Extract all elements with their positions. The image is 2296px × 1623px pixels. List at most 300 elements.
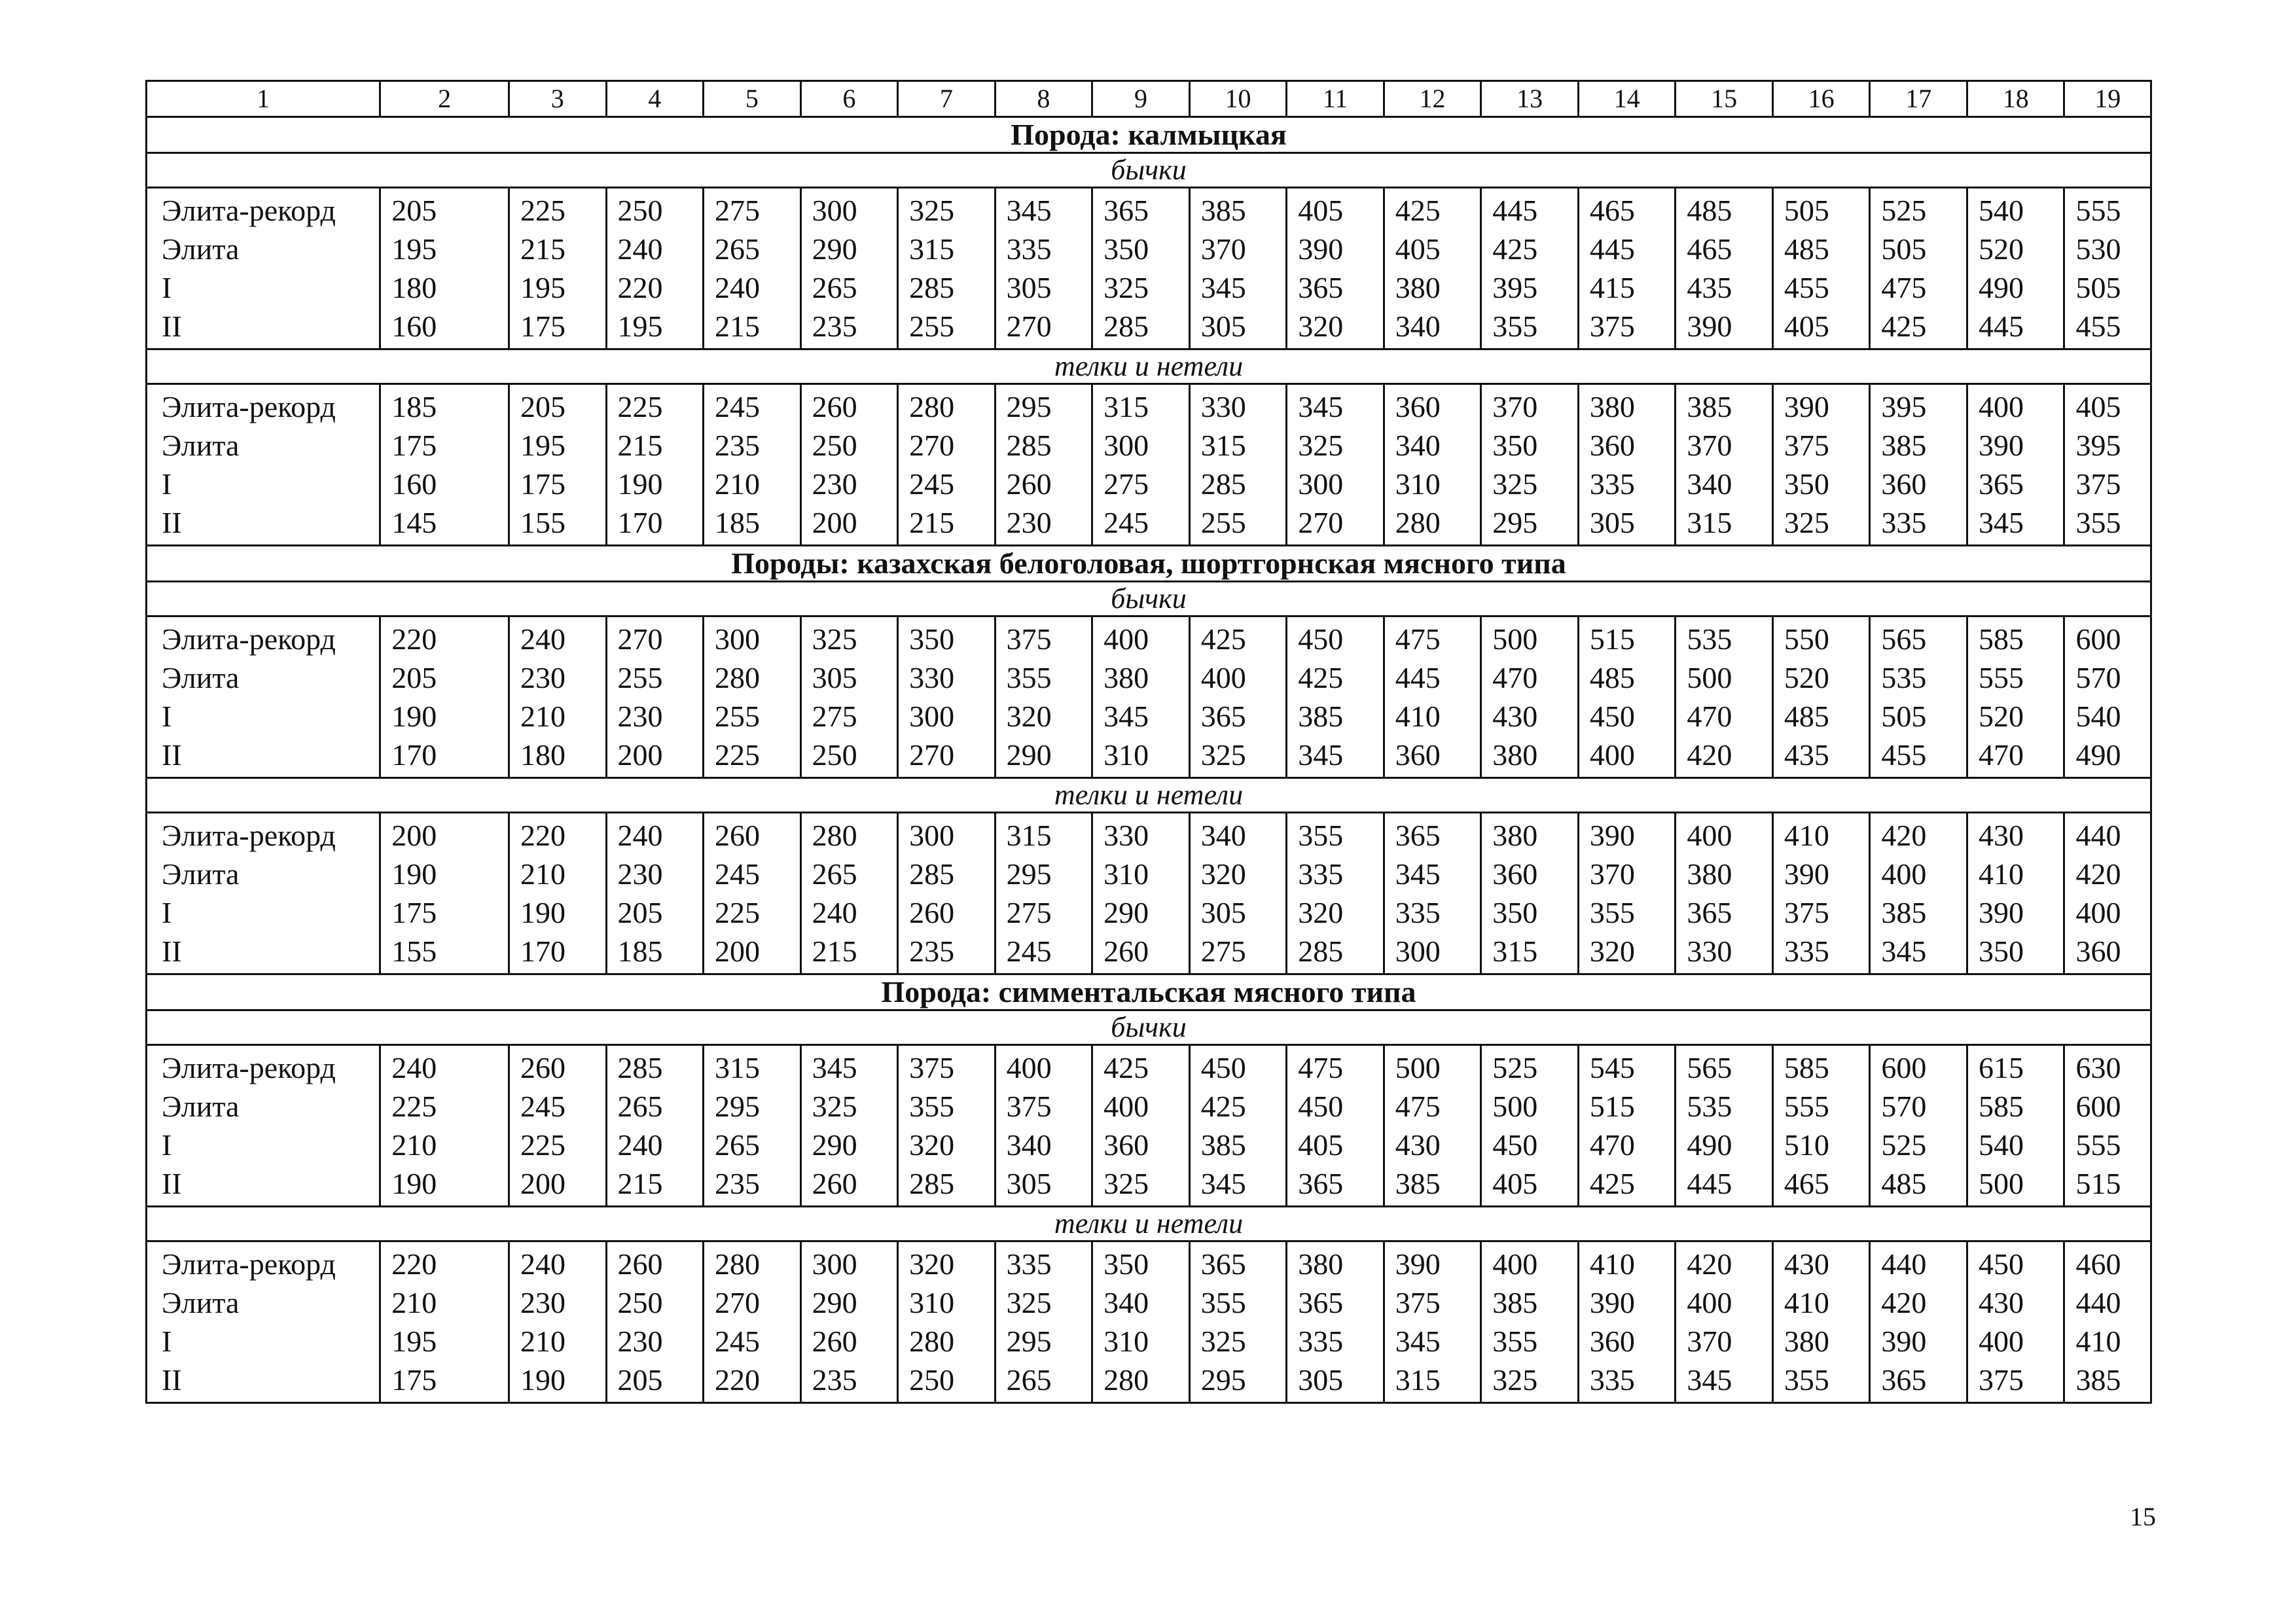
- value-cell: 275: [800, 697, 898, 736]
- class-label-cell: Элита-рекорд: [147, 1241, 380, 1284]
- value-cell: 470: [1967, 736, 2064, 778]
- value-cell: 470: [1578, 1126, 1676, 1164]
- value-cell: 305: [995, 268, 1092, 307]
- value-cell: 315: [1676, 503, 1773, 546]
- value-cell: 280: [1384, 503, 1481, 546]
- column-number-cell: 14: [1578, 81, 1676, 117]
- value-cell: 285: [898, 268, 996, 307]
- value-cell: 160: [380, 307, 509, 349]
- value-cell: 360: [2064, 932, 2151, 974]
- value-cell: 405: [1287, 1126, 1384, 1164]
- value-cell: 190: [380, 855, 509, 893]
- value-cell: 385: [1287, 697, 1384, 736]
- value-cell: 485: [1578, 658, 1676, 697]
- value-cell: 355: [1481, 307, 1579, 349]
- value-cell: 265: [800, 268, 898, 307]
- value-cell: 375: [898, 1045, 996, 1088]
- value-cell: 215: [606, 426, 704, 465]
- value-cell: 335: [1578, 465, 1676, 503]
- value-cell: 440: [2064, 1283, 2151, 1322]
- value-cell: 320: [898, 1126, 996, 1164]
- sex-group-heading-row: [147, 153, 2151, 188]
- value-cell: 175: [380, 893, 509, 932]
- value-cell: 230: [606, 1322, 704, 1361]
- value-cell: 230: [509, 658, 606, 697]
- value-cell: 505: [2064, 268, 2151, 307]
- value-cell: 245: [1092, 503, 1190, 546]
- sex-group-heading: телки и нетели: [147, 778, 2151, 813]
- value-cell: 410: [1578, 1241, 1676, 1284]
- value-cell: 305: [1189, 893, 1287, 932]
- value-cell: 395: [2064, 426, 2151, 465]
- value-cell: 350: [1481, 893, 1579, 932]
- value-cell: 325: [1772, 503, 1870, 546]
- value-cell: 475: [1384, 616, 1481, 659]
- value-cell: 340: [995, 1126, 1092, 1164]
- class-label-cell: I: [147, 1126, 380, 1164]
- class-label-cell: Элита: [147, 426, 380, 465]
- value-cell: 240: [704, 268, 801, 307]
- value-cell: 505: [1870, 697, 1967, 736]
- value-cell: 435: [1772, 736, 1870, 778]
- value-cell: 425: [1870, 307, 1967, 349]
- value-cell: 380: [1481, 813, 1579, 855]
- value-cell: 210: [380, 1126, 509, 1164]
- value-cell: 335: [1772, 932, 1870, 974]
- value-cell: 400: [2064, 893, 2151, 932]
- value-cell: 330: [898, 658, 996, 697]
- class-label-cell: II: [147, 932, 380, 974]
- value-cell: 400: [1578, 736, 1676, 778]
- value-cell: 370: [1578, 855, 1676, 893]
- value-cell: 425: [1189, 616, 1287, 659]
- value-cell: 500: [1481, 616, 1579, 659]
- value-cell: 510: [1772, 1126, 1870, 1164]
- value-cell: 555: [1967, 658, 2064, 697]
- value-cell: 345: [1384, 1322, 1481, 1361]
- sex-group-heading-row: [147, 582, 2151, 616]
- value-cell: 175: [509, 307, 606, 349]
- value-cell: 345: [1870, 932, 1967, 974]
- column-number-cell: 10: [1189, 81, 1287, 117]
- value-cell: 400: [1092, 616, 1190, 659]
- table-row: [147, 1322, 2151, 1361]
- value-cell: 335: [1287, 855, 1384, 893]
- value-cell: 455: [2064, 307, 2151, 349]
- value-cell: 175: [509, 465, 606, 503]
- breed-heading-row: [147, 546, 2151, 582]
- value-cell: 245: [509, 1087, 606, 1126]
- value-cell: 170: [509, 932, 606, 974]
- value-cell: 260: [1092, 932, 1190, 974]
- value-cell: 300: [800, 1241, 898, 1284]
- value-cell: 375: [995, 1087, 1092, 1126]
- class-label-cell: Элита: [147, 230, 380, 268]
- class-label-cell: I: [147, 268, 380, 307]
- value-cell: 310: [1092, 1322, 1190, 1361]
- value-cell: 275: [995, 893, 1092, 932]
- value-cell: 425: [1578, 1164, 1676, 1207]
- value-cell: 400: [1676, 813, 1773, 855]
- value-cell: 295: [1481, 503, 1579, 546]
- table-row: [147, 188, 2151, 230]
- value-cell: 345: [995, 188, 1092, 230]
- value-cell: 420: [1676, 736, 1773, 778]
- value-cell: 405: [2064, 384, 2151, 427]
- value-cell: 250: [606, 1283, 704, 1322]
- value-cell: 365: [1092, 188, 1190, 230]
- value-cell: 215: [509, 230, 606, 268]
- value-cell: 240: [606, 813, 704, 855]
- value-cell: 360: [1092, 1126, 1190, 1164]
- value-cell: 290: [800, 230, 898, 268]
- value-cell: 355: [898, 1087, 996, 1126]
- value-cell: 345: [1676, 1361, 1773, 1403]
- value-cell: 430: [1967, 1283, 2064, 1322]
- value-cell: 320: [1578, 932, 1676, 974]
- class-label-cell: Элита-рекорд: [147, 188, 380, 230]
- value-cell: 540: [1967, 1126, 2064, 1164]
- class-label-cell: II: [147, 1164, 380, 1207]
- value-cell: 400: [1870, 855, 1967, 893]
- value-cell: 345: [1384, 855, 1481, 893]
- value-cell: 240: [509, 1241, 606, 1284]
- value-cell: 335: [1384, 893, 1481, 932]
- value-cell: 225: [380, 1087, 509, 1126]
- class-label-cell: II: [147, 736, 380, 778]
- value-cell: 540: [2064, 697, 2151, 736]
- value-cell: 345: [1189, 268, 1287, 307]
- value-cell: 565: [1870, 616, 1967, 659]
- value-cell: 325: [800, 1087, 898, 1126]
- value-cell: 200: [380, 813, 509, 855]
- value-cell: 345: [1287, 736, 1384, 778]
- value-cell: 380: [1578, 384, 1676, 427]
- column-number-cell: 18: [1967, 81, 2064, 117]
- value-cell: 365: [1287, 268, 1384, 307]
- value-cell: 400: [995, 1045, 1092, 1088]
- value-cell: 270: [1287, 503, 1384, 546]
- table-row: [147, 384, 2151, 427]
- value-cell: 325: [898, 188, 996, 230]
- value-cell: 485: [1676, 188, 1773, 230]
- value-cell: 400: [1092, 1087, 1190, 1126]
- value-cell: 530: [2064, 230, 2151, 268]
- value-cell: 285: [995, 426, 1092, 465]
- value-cell: 305: [1189, 307, 1287, 349]
- value-cell: 220: [704, 1361, 801, 1403]
- value-cell: 195: [509, 268, 606, 307]
- value-cell: 300: [1384, 932, 1481, 974]
- value-cell: 535: [1676, 616, 1773, 659]
- value-cell: 315: [898, 230, 996, 268]
- value-cell: 475: [1384, 1087, 1481, 1126]
- value-cell: 160: [380, 465, 509, 503]
- value-cell: 230: [995, 503, 1092, 546]
- value-cell: 360: [1578, 426, 1676, 465]
- value-cell: 500: [1676, 658, 1773, 697]
- column-number-cell: 2: [380, 81, 509, 117]
- value-cell: 260: [606, 1241, 704, 1284]
- value-cell: 330: [1189, 384, 1287, 427]
- value-cell: 350: [1092, 230, 1190, 268]
- value-cell: 445: [1578, 230, 1676, 268]
- value-cell: 565: [1676, 1045, 1773, 1088]
- value-cell: 145: [380, 503, 509, 546]
- value-cell: 385: [1189, 188, 1287, 230]
- value-cell: 325: [1189, 736, 1287, 778]
- value-cell: 285: [606, 1045, 704, 1088]
- value-cell: 210: [509, 1322, 606, 1361]
- value-cell: 365: [1287, 1164, 1384, 1207]
- column-number-cell: 12: [1384, 81, 1481, 117]
- value-cell: 155: [509, 503, 606, 546]
- value-cell: 340: [1676, 465, 1773, 503]
- value-cell: 355: [1772, 1361, 1870, 1403]
- value-cell: 365: [1967, 465, 2064, 503]
- value-cell: 600: [2064, 1087, 2151, 1126]
- column-number-row: [147, 81, 2151, 117]
- value-cell: 245: [995, 932, 1092, 974]
- value-cell: 235: [800, 1361, 898, 1403]
- value-cell: 225: [704, 736, 801, 778]
- value-cell: 300: [898, 813, 996, 855]
- value-cell: 200: [800, 503, 898, 546]
- value-cell: 205: [606, 1361, 704, 1403]
- value-cell: 315: [1384, 1361, 1481, 1403]
- value-cell: 220: [380, 1241, 509, 1284]
- value-cell: 525: [1481, 1045, 1579, 1088]
- value-cell: 320: [995, 697, 1092, 736]
- value-cell: 280: [800, 813, 898, 855]
- value-cell: 450: [1967, 1241, 2064, 1284]
- value-cell: 370: [1189, 230, 1287, 268]
- value-cell: 265: [606, 1087, 704, 1126]
- value-cell: 290: [800, 1126, 898, 1164]
- value-cell: 315: [1189, 426, 1287, 465]
- value-cell: 490: [2064, 736, 2151, 778]
- value-cell: 325: [1481, 465, 1579, 503]
- column-number-cell: 1: [147, 81, 380, 117]
- table-row: [147, 1126, 2151, 1164]
- table-row: [147, 697, 2151, 736]
- value-cell: 335: [1287, 1322, 1384, 1361]
- value-cell: 270: [606, 616, 704, 659]
- value-cell: 570: [1870, 1087, 1967, 1126]
- class-label-cell: I: [147, 1322, 380, 1361]
- value-cell: 325: [1287, 426, 1384, 465]
- value-cell: 245: [898, 465, 996, 503]
- value-cell: 185: [704, 503, 801, 546]
- value-cell: 615: [1967, 1045, 2064, 1088]
- value-cell: 195: [380, 1322, 509, 1361]
- value-cell: 220: [509, 813, 606, 855]
- breed-heading-row: [147, 117, 2151, 153]
- value-cell: 215: [898, 503, 996, 546]
- class-label-cell: Элита: [147, 1283, 380, 1322]
- value-cell: 385: [1481, 1283, 1579, 1322]
- value-cell: 430: [1384, 1126, 1481, 1164]
- value-cell: 255: [1189, 503, 1287, 546]
- value-cell: 325: [1092, 268, 1190, 307]
- sex-group-heading: бычки: [147, 153, 2151, 188]
- value-cell: 215: [606, 1164, 704, 1207]
- class-label-cell: Элита-рекорд: [147, 384, 380, 427]
- value-cell: 310: [1384, 465, 1481, 503]
- value-cell: 280: [898, 1322, 996, 1361]
- value-cell: 325: [800, 616, 898, 659]
- value-cell: 365: [1287, 1283, 1384, 1322]
- class-label-cell: Элита: [147, 1087, 380, 1126]
- value-cell: 400: [1189, 658, 1287, 697]
- value-cell: 430: [1772, 1241, 1870, 1284]
- value-cell: 425: [1287, 658, 1384, 697]
- value-cell: 455: [1772, 268, 1870, 307]
- breed-heading-row: [147, 974, 2151, 1010]
- value-cell: 225: [509, 188, 606, 230]
- value-cell: 430: [1481, 697, 1579, 736]
- value-cell: 345: [800, 1045, 898, 1088]
- value-cell: 515: [1578, 1087, 1676, 1126]
- value-cell: 295: [995, 384, 1092, 427]
- table-row: [147, 932, 2151, 974]
- value-cell: 385: [1676, 384, 1773, 427]
- value-cell: 290: [995, 736, 1092, 778]
- value-cell: 315: [1481, 932, 1579, 974]
- value-cell: 355: [1481, 1322, 1579, 1361]
- value-cell: 390: [1772, 384, 1870, 427]
- value-cell: 235: [704, 426, 801, 465]
- value-cell: 320: [1287, 307, 1384, 349]
- value-cell: 365: [1189, 1241, 1287, 1284]
- value-cell: 330: [1092, 813, 1190, 855]
- value-cell: 410: [1384, 697, 1481, 736]
- value-cell: 205: [380, 188, 509, 230]
- value-cell: 185: [606, 932, 704, 974]
- value-cell: 300: [704, 616, 801, 659]
- value-cell: 290: [800, 1283, 898, 1322]
- table-row: [147, 893, 2151, 932]
- sex-group-heading: бычки: [147, 1010, 2151, 1045]
- value-cell: 175: [380, 1361, 509, 1403]
- value-cell: 205: [606, 893, 704, 932]
- value-cell: 310: [1092, 855, 1190, 893]
- value-cell: 390: [1676, 307, 1773, 349]
- value-cell: 230: [606, 855, 704, 893]
- class-label-cell: Элита: [147, 658, 380, 697]
- value-cell: 295: [1189, 1361, 1287, 1403]
- value-cell: 265: [704, 230, 801, 268]
- value-cell: 520: [1772, 658, 1870, 697]
- value-cell: 250: [800, 736, 898, 778]
- value-cell: 255: [898, 307, 996, 349]
- value-cell: 260: [800, 384, 898, 427]
- value-cell: 335: [1578, 1361, 1676, 1403]
- value-cell: 535: [1870, 658, 1967, 697]
- column-number-cell: 15: [1676, 81, 1773, 117]
- value-cell: 375: [1578, 307, 1676, 349]
- value-cell: 275: [704, 188, 801, 230]
- value-cell: 205: [380, 658, 509, 697]
- column-number-cell: 3: [509, 81, 606, 117]
- value-cell: 240: [380, 1045, 509, 1088]
- table-row: [147, 503, 2151, 546]
- value-cell: 340: [1384, 426, 1481, 465]
- value-cell: 355: [1189, 1283, 1287, 1322]
- value-cell: 490: [1676, 1126, 1773, 1164]
- value-cell: 250: [800, 426, 898, 465]
- value-cell: 280: [1092, 1361, 1190, 1403]
- value-cell: 280: [898, 384, 996, 427]
- value-cell: 330: [1676, 932, 1773, 974]
- value-cell: 405: [1481, 1164, 1579, 1207]
- value-cell: 400: [1676, 1283, 1773, 1322]
- value-cell: 450: [1578, 697, 1676, 736]
- value-cell: 345: [1287, 384, 1384, 427]
- column-number-cell: 6: [800, 81, 898, 117]
- value-cell: 375: [1384, 1283, 1481, 1322]
- value-cell: 535: [1676, 1087, 1773, 1126]
- value-cell: 375: [2064, 465, 2151, 503]
- value-cell: 470: [1676, 697, 1773, 736]
- value-cell: 315: [704, 1045, 801, 1088]
- table-row: [147, 426, 2151, 465]
- sex-group-heading: телки и нетели: [147, 349, 2151, 384]
- breed-heading: Порода: симментальская мясного типа: [147, 974, 2151, 1010]
- value-cell: 385: [2064, 1361, 2151, 1403]
- value-cell: 190: [606, 465, 704, 503]
- value-cell: 350: [898, 616, 996, 659]
- value-cell: 250: [898, 1361, 996, 1403]
- value-cell: 405: [1772, 307, 1870, 349]
- value-cell: 270: [995, 307, 1092, 349]
- value-cell: 445: [1481, 188, 1579, 230]
- sex-group-heading-row: [147, 1010, 2151, 1045]
- value-cell: 305: [995, 1164, 1092, 1207]
- value-cell: 210: [509, 855, 606, 893]
- value-cell: 400: [1481, 1241, 1579, 1284]
- table-row: [147, 1241, 2151, 1284]
- value-cell: 525: [1870, 188, 1967, 230]
- class-label-cell: Элита-рекорд: [147, 616, 380, 659]
- value-cell: 380: [1772, 1322, 1870, 1361]
- value-cell: 230: [606, 697, 704, 736]
- value-cell: 320: [1189, 855, 1287, 893]
- value-cell: 290: [1092, 893, 1190, 932]
- class-label-cell: Элита: [147, 855, 380, 893]
- value-cell: 280: [704, 658, 801, 697]
- value-cell: 295: [995, 1322, 1092, 1361]
- value-cell: 245: [704, 855, 801, 893]
- column-number-cell: 9: [1092, 81, 1190, 117]
- value-cell: 370: [1481, 384, 1579, 427]
- value-cell: 220: [606, 268, 704, 307]
- value-cell: 180: [509, 736, 606, 778]
- value-cell: 410: [1772, 1283, 1870, 1322]
- value-cell: 190: [380, 697, 509, 736]
- value-cell: 415: [1578, 268, 1676, 307]
- value-cell: 420: [1676, 1241, 1773, 1284]
- value-cell: 420: [2064, 855, 2151, 893]
- sex-group-heading: бычки: [147, 582, 2151, 616]
- column-number-cell: 4: [606, 81, 704, 117]
- value-cell: 260: [509, 1045, 606, 1088]
- value-cell: 255: [704, 697, 801, 736]
- column-number-cell: 7: [898, 81, 996, 117]
- value-cell: 175: [380, 426, 509, 465]
- value-cell: 505: [1870, 230, 1967, 268]
- value-cell: 240: [800, 893, 898, 932]
